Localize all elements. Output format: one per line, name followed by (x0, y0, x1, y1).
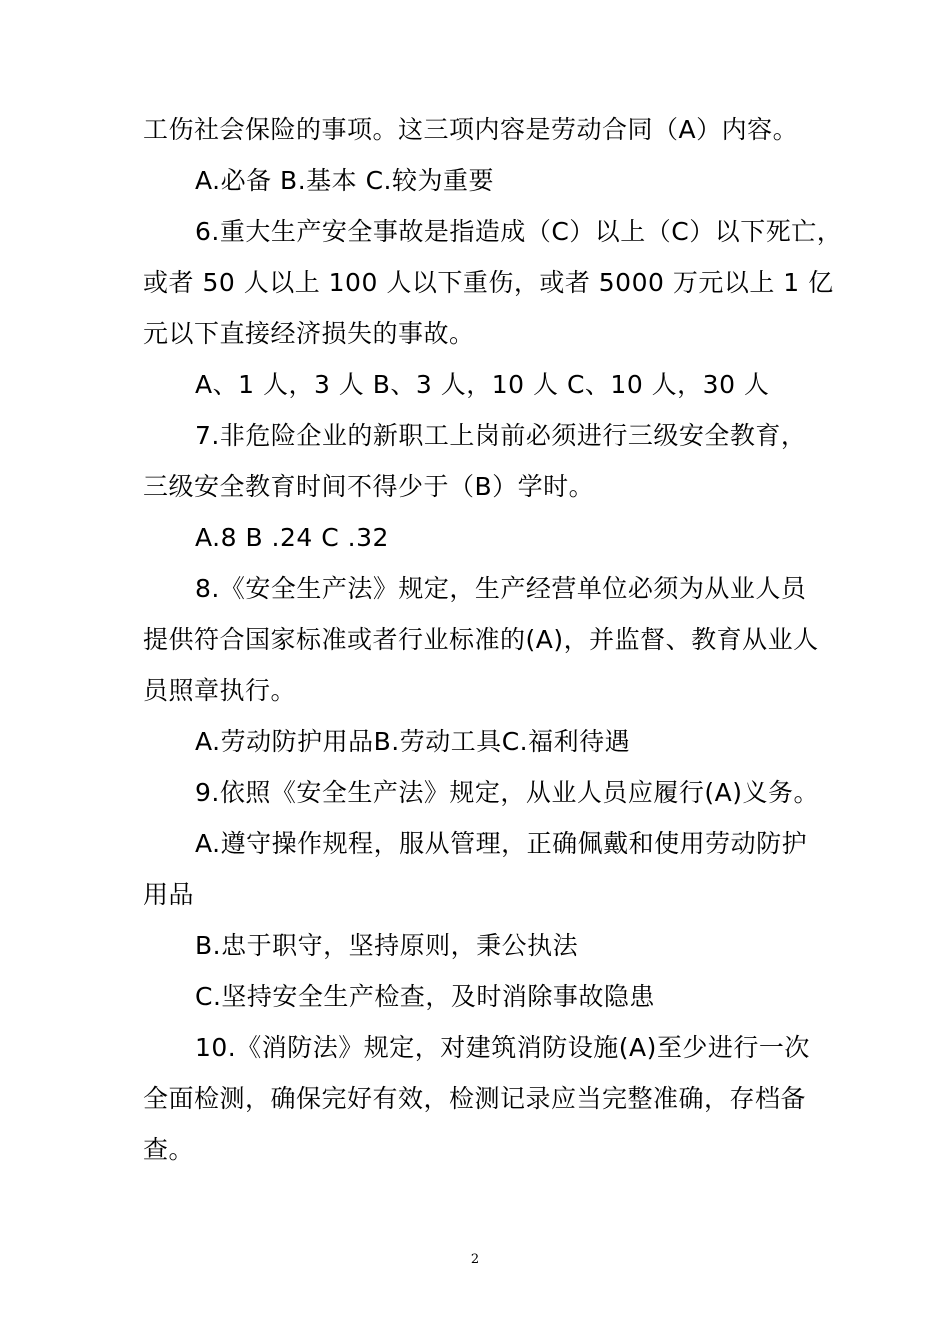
answer-options: A.8 B .24 C .32 (195, 523, 389, 552)
text-line: 员照章执行。 (143, 676, 297, 705)
question-6: 6.重大生产安全事故是指造成（C）以上（C）以下死亡， (195, 217, 843, 246)
answer-options: A、1 人，3 人 B、3 人，10 人 C、10 人，30 人 (195, 370, 770, 399)
text-line: 用品 (143, 880, 195, 909)
question-8: 8.《安全生产法》规定，生产经营单位必须为从业人员 (195, 574, 807, 603)
answer-option-c: C.坚持安全生产检查，及时消除事故隐患 (195, 982, 655, 1011)
question-10: 10.《消防法》规定，对建筑消防设施(A)至少进行一次 (195, 1033, 810, 1062)
answer-options: A.劳动防护用品B.劳动工具C.福利待遇 (195, 727, 631, 756)
text-line: 全面检测，确保完好有效，检测记录应当完整准确，存档备 (143, 1084, 807, 1113)
page-number: 2 (470, 1252, 480, 1267)
question-9: 9.依照《安全生产法》规定，从业人员应履行(A)义务。 (195, 778, 819, 807)
text-line: 三级安全教育时间不得少于（B）学时。 (143, 472, 595, 501)
question-7: 7.非危险企业的新职工上岗前必须进行三级安全教育， (195, 421, 807, 450)
text-line: 或者 50 人以上 100 人以下重伤，或者 5000 万元以上 1 亿 (143, 268, 834, 297)
answer-option-b: B.忠于职守，坚持原则，秉公执法 (195, 931, 579, 960)
text-line: 提供符合国家标准或者行业标准的(A)，并监督、教育从业人 (143, 625, 819, 654)
answer-option-a: A.遵守操作规程，服从管理，正确佩戴和使用劳动防护 (195, 829, 808, 858)
text-line: 工伤社会保险的事项。这三项内容是劳动合同（A）内容。 (143, 115, 799, 144)
text-line: 元以下直接经济损失的事故。 (143, 319, 475, 348)
text-line: 查。 (143, 1135, 195, 1164)
answer-options: A.必备 B.基本 C.较为重要 (195, 166, 495, 195)
